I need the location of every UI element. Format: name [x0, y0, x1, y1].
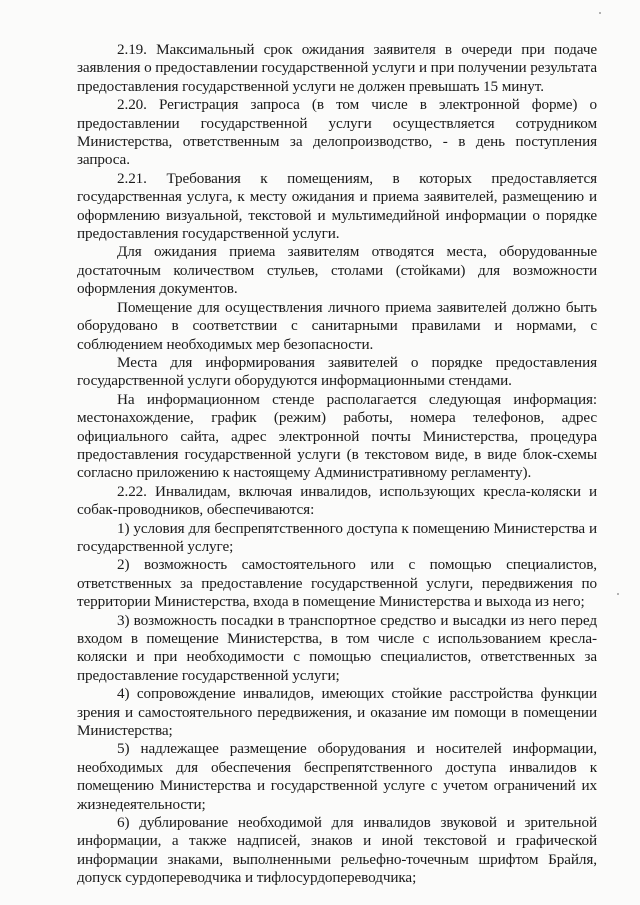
paragraph-info-stand: На информационном стенде располагается следующая информация: местонахождение, график (режим) работы, номера телефонов, адрес официального сайта, адрес электронной почты Министерства, процедура предоставления государственной услуги (в текстовом виде, в виде блок-схемы согласно приложению к настоящему Административному регламенту). [77, 390, 597, 482]
paragraph-2-19: 2.19. Максимальный срок ожидания заявителя в очереди при подаче заявления о предоставлении государственной услуги и при получении результата предоставления государственной услуги не должен превышать 15 минут. [77, 41, 597, 95]
paragraph-reception-room: Помещение для осуществления личного приема заявителей должно быть оборудовано в соответствии с санитарными правилами и нормами, с соблюдением необходимых мер безопасности. [77, 298, 597, 353]
list-item-2: 2) возможность самостоятельного или с помощью специалистов, ответственных за предоставление государственной услуги, передвижения по территории Министерства, входа в помещение Министерства и выхода из него; [77, 556, 597, 611]
document-body [77, 41, 597, 888]
list-item-3: 3) возможность посадки в транспортное средство и высадки из него перед входом в помещение Министерства, в том числе с использованием кресла-коляски и при необходимости с помощью специалистов, ответственных за предоставление государственной услуги; [77, 611, 597, 684]
paragraph-2-22: 2.22. Инвалидам, включая инвалидов, использующих кресла-коляски и собак-проводников, обеспечиваются: [77, 482, 597, 519]
list-item-5: 5) надлежащее размещение оборудования и носителей информации, необходимых для обеспечения беспрепятственного доступа инвалидов к помещению Министерства и государственной услуге с учетом ограничений их жизнедеятельности; [77, 740, 597, 813]
paragraph-2-21: 2.21. Требования к помещениям, в которых предоставляется государственная услуга, к месту ожидания и приема заявителей, размещению и оформлению визуальной, текстовой и мультимедийной информации о порядке предоставления государственной услуги. [77, 169, 597, 243]
list-item-6: 6) дублирование необходимой для инвалидов звуковой и зрительной информации, а также надписей, знаков и иной текстовой и графической информации знаками, выполненными рельефно-точечным шрифтом Брайля, допуск сурдопереводчика и тифлосурдопереводчика; [77, 814, 597, 887]
paragraph-waiting-places: Для ожидания приема заявителям отводятся места, оборудованные достаточным количеством стульев, столами (стойками) для возможности оформления документов. [77, 243, 597, 298]
list-item-1: 1) условия для беспрепятственного доступа к помещению Министерства и государственной услуге; [77, 519, 597, 555]
list-item-4: 4) сопровождение инвалидов, имеющих стойкие расстройства функции зрения и самостоятельного передвижения, и оказание им помощи в помещении Министерства; [77, 685, 597, 740]
paragraph-2-20: 2.20. Регистрация запроса (в том числе в электронной форме) о предоставлении государственной услуги осуществляется сотрудником Министерства, ответственным за делопроизводство, - в день поступления запроса. [77, 96, 597, 169]
paragraph-info-places: Места для информирования заявителей о порядке предоставления государственной услуги оборудуются информационными стендами. [77, 353, 597, 390]
scan-speck [599, 12, 601, 14]
scan-speck [617, 593, 619, 595]
